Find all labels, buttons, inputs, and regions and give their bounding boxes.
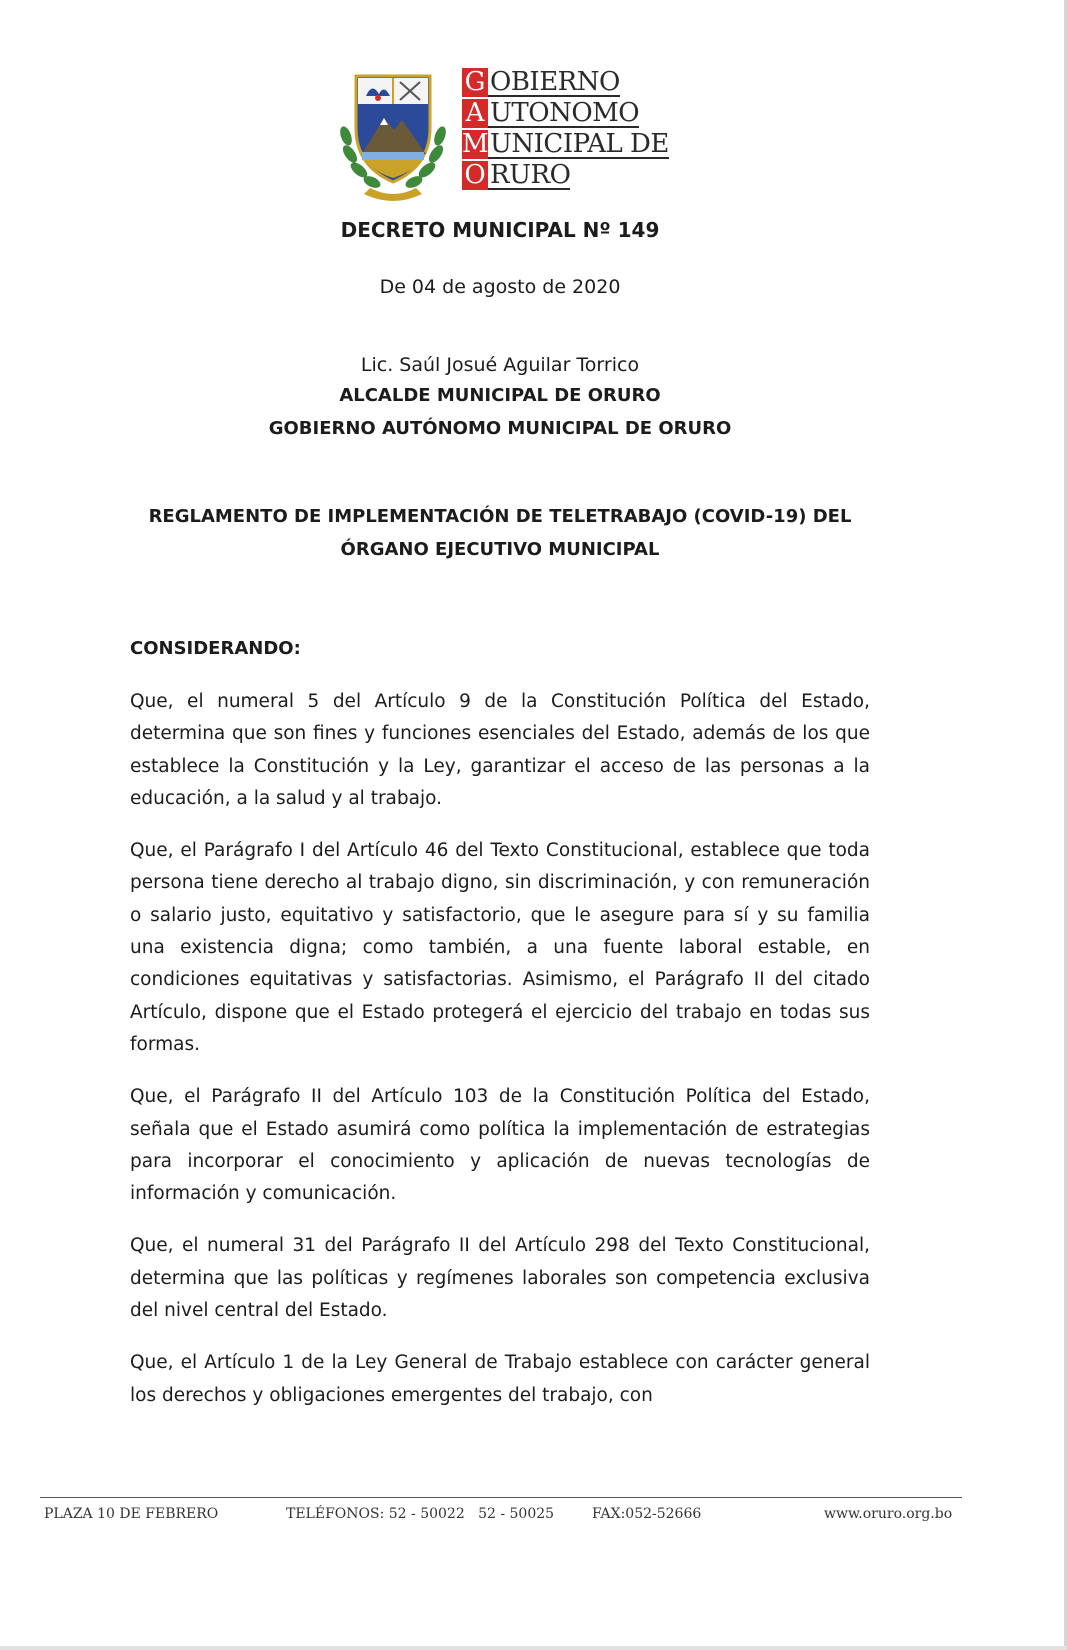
logo-word: UTONOMO (490, 98, 640, 128)
municipal-logo (332, 64, 732, 204)
logo-line (462, 99, 722, 128)
decree-date: De 04 de agosto de 2020 (379, 276, 621, 298)
footer-divider (40, 1497, 962, 1498)
logo-line (462, 68, 722, 97)
logo-word: RURO (490, 160, 571, 190)
footer-address: PLAZA 10 DE FEBRERO (44, 1506, 219, 1522)
footer-fax: FAX:052-52666 (592, 1506, 702, 1522)
municipal-coat-of-arms-icon (332, 66, 454, 204)
paragraph: Que, el numeral 31 del Parágrafo II del Artículo 298 del Texto Constitucional, determina que las políticas y regímenes laborales son competencia exclusiva del nivel central del Estado. (130, 1235, 870, 1322)
paragraph: Que, el Artículo 1 de la Ley General de Trabajo establece con carácter general los derechos y obligaciones emergentes del trabajo, con (130, 1352, 870, 1406)
footer-phones: TELÉFONOS: 52 - 50022 52 - 50025 (286, 1506, 555, 1522)
logo-word: UNICIPAL DE (490, 129, 669, 159)
logo-initial: M (462, 129, 489, 159)
section-heading: CONSIDERANDO: (130, 638, 301, 659)
logo-line (462, 161, 722, 190)
logo-word: OBIERNO (490, 67, 620, 97)
paragraph: Que, el Parágrafo I del Artículo 46 del Texto Constitucional, establece que toda persona tiene derecho al trabajo digno, sin discriminación, y con remuneración o salario justo, equitativo y satisfactorio, que le asegure para sí y su familia una existencia digna; como también, a una fuente laboral estable, en condiciones equitativas y satisfactorias. Asimismo, el Parágrafo II del citado Artículo, dispone que el Estado protegerá el ejercicio del trabajo en todas sus formas. (130, 840, 870, 1055)
logo-wordmark (462, 68, 722, 192)
signer-role: ALCALDE MUNICIPAL DE ORURO (339, 385, 661, 406)
logo-initial: A (462, 99, 488, 128)
scan-bottom-edge (0, 1646, 1067, 1650)
body-text (130, 686, 870, 1432)
regulation-title-line: REGLAMENTO DE IMPLEMENTACIÓN DE TELETRABAJO (COVID-19) DEL (148, 506, 852, 527)
paragraph: Que, el numeral 5 del Artículo 9 de la Constitución Política del Estado, determina que son fines y funciones esenciales del Estado, además de los que establece la Constitución y la Ley, garantizar el acceso de las personas a la educación, a la salud y al trabajo. (130, 691, 870, 809)
logo-initial: G (462, 68, 488, 97)
regulation-title-line: ÓRGANO EJECUTIVO MUNICIPAL (340, 539, 660, 560)
logo-line (462, 130, 722, 159)
paragraph: Que, el Parágrafo II del Artículo 103 de la Constitución Política del Estado, señala que el Estado asumirá como política la implementación de estrategias para incorporar el conocimiento y aplicación de nuevas tecnologías de información y comunicación. (130, 1086, 870, 1205)
decree-title: DECRETO MUNICIPAL Nº 149 (340, 218, 660, 242)
logo-initial: O (462, 161, 488, 190)
signer-name: Lic. Saúl Josué Aguilar Torrico (360, 354, 640, 376)
regulation-title (0, 500, 1000, 566)
signer-organization: GOBIERNO AUTÓNOMO MUNICIPAL DE ORURO (268, 418, 732, 439)
footer-website: www.oruro.org.bo (824, 1506, 953, 1522)
